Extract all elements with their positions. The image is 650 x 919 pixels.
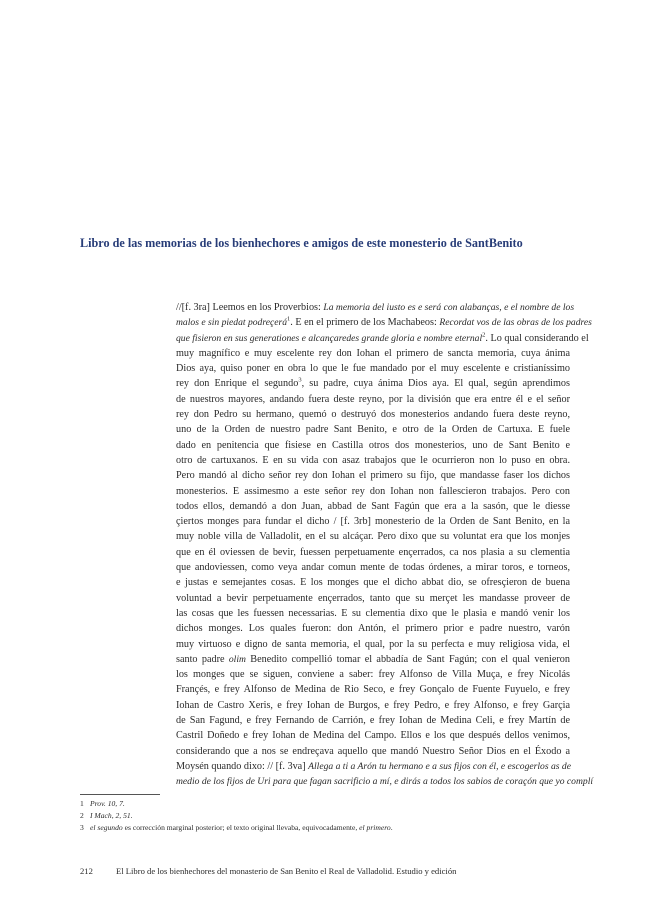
text-run: muy magnífico e muy escelente rey don Iohan el primero de sancta memoria, cuya ánima — [176, 347, 570, 359]
text-run: muy noble villa de Valladolit, en el su alcáçar. Pero dixo que su voluntat era que los monjes — [176, 531, 570, 543]
italic-text: malos e sin piedat podreçerá — [176, 317, 288, 329]
text-run: Françés, e frey Alfonso de Medina de Rio Seco, e frey Gonçalo de Fuente Fuyuelo, e frey — [176, 684, 570, 696]
text-line — [176, 331, 589, 346]
text-line — [176, 774, 594, 789]
text-line — [176, 652, 570, 667]
text-run: santo padre — [176, 653, 229, 665]
text-run: de nuestros mayores, andando fuera deste reyno, por la división que era entre él e el señor — [176, 393, 570, 405]
text-run: voluntad a bevir perpetuamente ençerrados, tanto que su merçet les mandasse proveer de — [176, 592, 570, 604]
text-line — [176, 621, 570, 636]
text-run: . — [390, 823, 393, 832]
text-run: los monges que se siguen, conviene a saber: frey Alfonso de Villa Muça, e frey Nicolás — [176, 669, 570, 681]
text-line — [176, 407, 570, 422]
italic-text: Allega a ti a Arón tu hermano e a sus fijos con él, e escogerlos as de — [308, 760, 571, 772]
text-run: Moysén quando dixo: // [f. 3va] — [176, 760, 309, 772]
italic-text: La memoria del iusto es e será con alabanças, e el nombre de los — [323, 302, 575, 313]
text-line — [176, 438, 570, 453]
text-run: rey don Pedro su hermano, quemó o destruyó dos monesterios andando fuera deste reyno, — [176, 409, 570, 421]
text-run: monesterios. E assimesmo a este señor rey don Iohan non fallescieron trabajos. Pero con — [176, 485, 570, 497]
italic-text: Recordat vos de las obras de los padres — [439, 317, 592, 329]
text-line — [176, 698, 570, 713]
text-line — [176, 361, 570, 376]
italic-text: que fisieron en sus generationes e alcançaredes grande gloria e nombre eternal — [176, 332, 483, 344]
page-number: 212 — [80, 866, 93, 876]
footnote — [80, 798, 560, 810]
footnote — [80, 810, 560, 822]
text-run: uno de la Orden de nuestro padre Sant Benito, e otro de la Orden de Cartuxa. E fuele — [176, 424, 570, 436]
text-line — [176, 514, 570, 529]
text-run: . Lo qual considerando el — [485, 332, 589, 344]
text-line — [176, 315, 592, 330]
text-run: es corrección marginal posterior; el texto original llevaba, equivocadamente, — [122, 823, 360, 832]
text-run: considerando que a nos se endreçava aquello que mandó Nuestro Señor Dios en el Éxodo a — [176, 745, 570, 757]
text-run: todos ellos, demandó a don Juan, abbad de Sant Fagún que era a la sasón, que le diesse — [176, 500, 570, 512]
italic-text: medio de los fijos de Uri para que fagan sacrificio a mí, e dirás a todos los sabios de coraçón que yo complí — [176, 776, 594, 788]
footnote-number: 2 — [80, 811, 84, 820]
italic-text: el primero — [359, 823, 391, 832]
text-line — [176, 606, 570, 621]
text-line — [176, 637, 570, 652]
text-run: //[f. 3ra] Leemos en los Proverbios: — [176, 302, 324, 313]
italic-text: el segundo — [90, 823, 123, 832]
text-line — [176, 713, 570, 728]
text-run: otro de cartuxanos. E en su vida con asaz trabajos que le ocurrieron non lo puso en obra. — [176, 454, 570, 466]
italic-text: olim — [228, 653, 246, 665]
footnote-number: 3 — [80, 823, 84, 832]
text-run: que en él oviessen de bevir, fuessen perpetuamente ençerrados, ca nos plasia a su clementia — [176, 546, 570, 558]
text-run: . E en el primero de los Machabeos: — [290, 317, 440, 329]
italic-text: I Mach, 2, 51. — [90, 811, 133, 820]
footnote-ref: 2 — [482, 331, 486, 339]
text-run: çiertos monges para fundar el dicho / [f. 3rb] monesterio de la Orden de Sant Benito, en la — [176, 516, 570, 528]
text-run: e justas e semejantes cosas. E los monges que el dicho abbat dio, se ofresçieron de buena — [176, 577, 570, 589]
footnotes — [80, 798, 560, 834]
running-title: El Libro de los bienhechores del monasterio de San Benito el Real de Valladolid. Estudio y edición — [116, 866, 457, 876]
text-run: Iohan de Castro Xeris, e frey Iohan de Burgos, e frey Pedro, e frey Alfonso, e frey Garçia — [176, 699, 570, 711]
text-line — [176, 529, 570, 544]
text-line — [176, 744, 570, 759]
section-title: Libro de las memorias de los bienhechores e amigos de este monesterio de SantBenito — [80, 236, 523, 250]
text-line — [176, 376, 570, 391]
footnote-ref: 3 — [298, 377, 302, 385]
text-line — [176, 545, 570, 560]
text-line — [176, 468, 570, 483]
text-run: de San Fagund, e frey Fernando de Carrión, e frey Iohan de Medina Celi, e frey Martín de — [176, 715, 570, 727]
text-line — [176, 667, 570, 682]
footnote-number: 1 — [80, 799, 84, 808]
footnote-ref: 1 — [287, 315, 291, 323]
text-run: que andoviessen, como veya andar comun mente de todas órdenes, a mirar toros, e torneos, — [176, 562, 570, 574]
text-line — [176, 453, 570, 468]
body-text — [176, 300, 594, 788]
text-run: Benedito compellió tomar el abbadía de Sant Fagún; con el qual venieron — [245, 653, 570, 665]
text-line — [176, 728, 570, 743]
text-run: Castril Doñedo e frey Iohan de Medina del Campo. Ellos e los que después dellos venimos, — [176, 730, 570, 742]
text-run: Dios aya, quiso poner en obra lo que le fue mandado por el muy escelente e cristianíssimo — [176, 363, 570, 375]
text-run: las cosas que les fuessen necessarias. E su clementia dixo que le plasia e mandó venir los — [176, 607, 570, 619]
text-line — [176, 392, 570, 407]
text-run: dichos monges. Los quales fueron: don Antón, el primero prior e padre nuestro, varón — [176, 623, 570, 635]
text-run: muy virtuoso e digno de santa memoria, el qual, por la su perfecta e muy religiosa vida, el — [176, 638, 570, 650]
text-line — [176, 560, 570, 575]
text-line — [176, 422, 570, 437]
text-line — [176, 300, 575, 315]
text-run: , su padre, cuya ánima Dios aya. El qual, según aprendimos — [301, 378, 570, 390]
footnote-rule — [80, 794, 160, 795]
text-run: rey don Enrique el segundo — [176, 378, 299, 390]
text-line — [176, 591, 570, 606]
italic-text: Prov. 10, 7. — [90, 799, 125, 808]
text-line — [176, 346, 570, 361]
text-line — [176, 682, 570, 697]
running-footer — [80, 866, 456, 876]
text-line — [176, 499, 570, 514]
text-line — [176, 575, 570, 590]
text-run: Pero mandó al dicho señor rey don Iohan el primero su fijo, que mandasse faser los dichos — [176, 470, 570, 482]
text-line — [176, 484, 570, 499]
text-line — [176, 759, 570, 774]
text-run: dado en penitencia que fisiese en Castilla otros dos monesterios, uno de Sant Benito e — [176, 439, 570, 451]
footnote — [80, 822, 560, 834]
